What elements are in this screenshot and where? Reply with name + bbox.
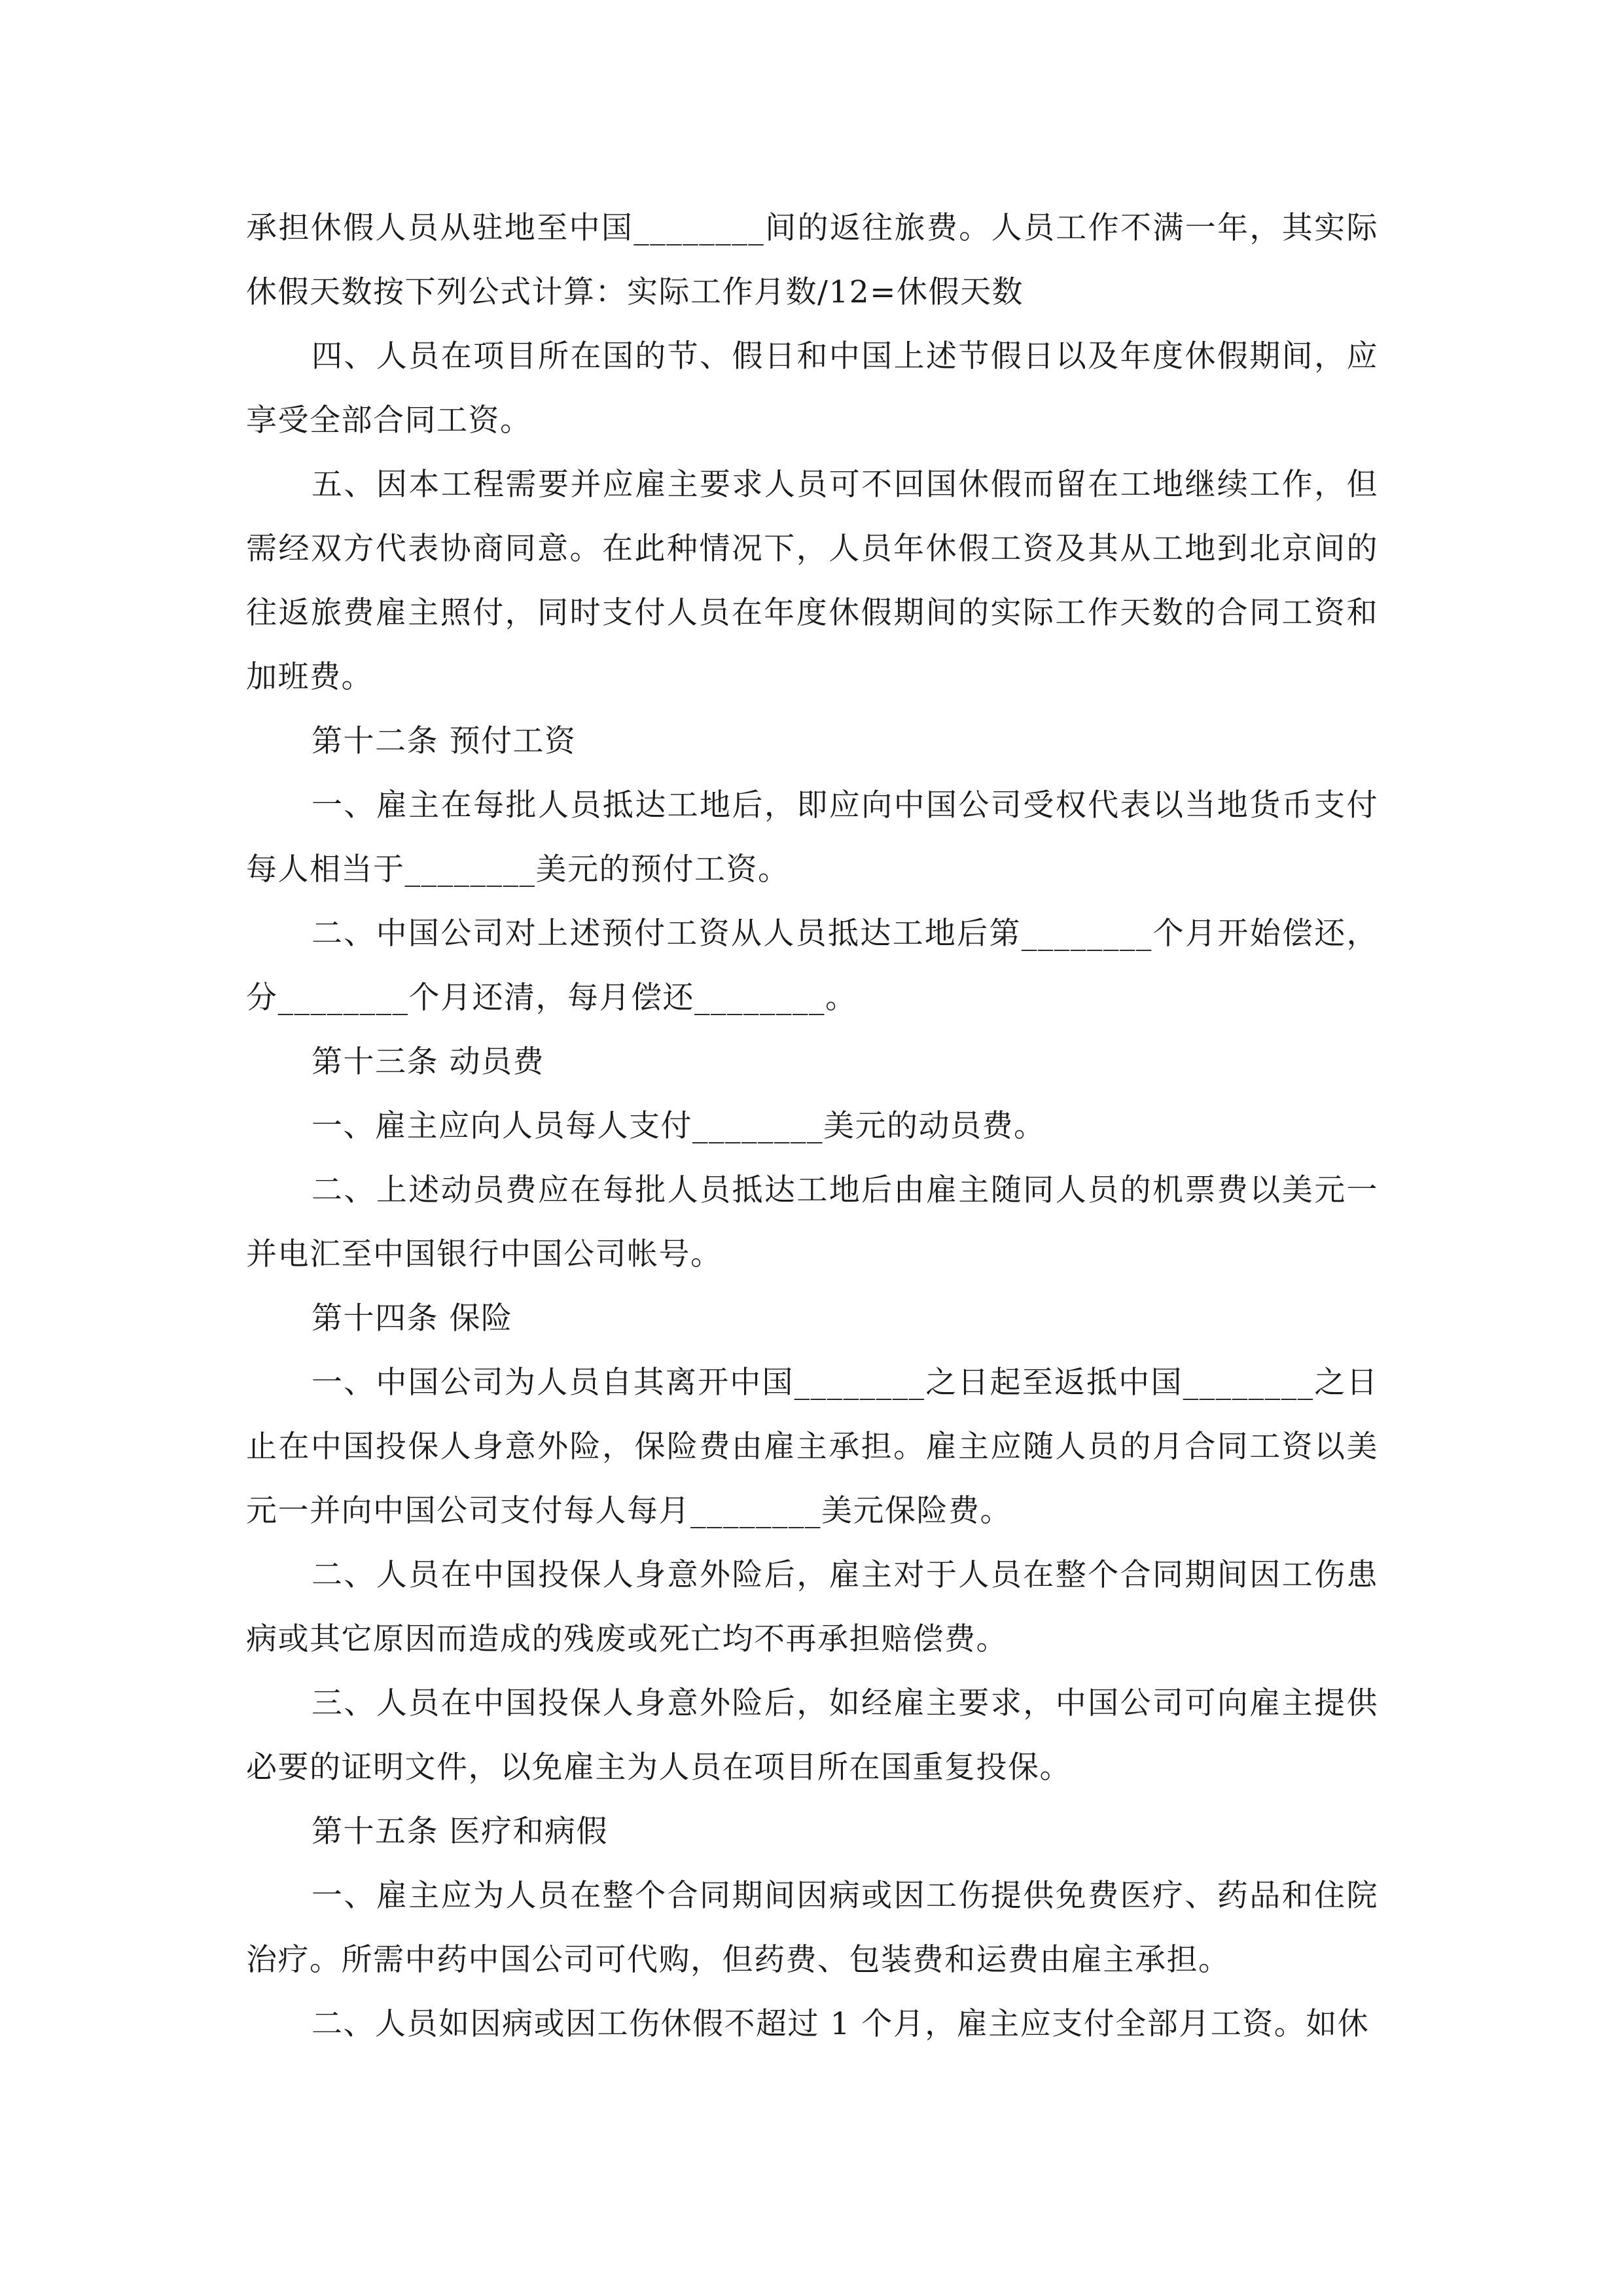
paragraph-continuation-travel-expenses: 承担休假人员从驻地至中国________间的返往旅费。人员工作不满一年，其实际休假天数按下列公式计算：实际工作月数/12=休假天数 <box>246 210 1378 310</box>
paragraph-stay-on-site: 五、因本工程需要并应雇主要求人员可不回国休假而留在工地继续工作，但需经双方代表协商同意。在此种情况下，人员年休假工资及其从工地到北京间的往返旅费雇主照付，同时支付人员在年度休假期间的实际工作天数的合同工资和加班费。 <box>246 467 1378 695</box>
paragraph-mobilization-fee: 一、雇主应向人员每人支付________美元的动员费。 <box>312 1108 1046 1144</box>
paragraph-free-medical-care: 一、雇主应为人员在整个合同期间因病或因工伤提供免费医疗、药品和住院治疗。所需中药中国公司可代购，但药费、包装费和运费由雇主承担。 <box>246 1878 1378 1978</box>
paragraph-insurance-certificate: 三、人员在中国投保人身意外险后，如经雇主要求，中国公司可向雇主提供必要的证明文件，以免雇主为人员在项目所在国重复投保。 <box>246 1685 1378 1785</box>
paragraph-no-compensation: 二、人员在中国投保人身意外险后，雇主对于人员在整个合同期间因工伤患病或其它原因而造成的残废或死亡均不再承担赔偿费。 <box>246 1557 1378 1657</box>
article-13-heading: 第十三条 动员费 <box>312 1044 544 1080</box>
paragraph-advance-wage-payment: 一、雇主在每批人员抵达工地后，即应向中国公司受权代表以当地货币支付每人相当于________美元的预付工资。 <box>246 787 1378 888</box>
paragraph-advance-wage-repayment: 二、中国公司对上述预付工资从人员抵达工地后第________个月开始偿还，分________个月还清，每月偿还________。 <box>246 916 1378 1016</box>
article-15-heading: 第十五条 医疗和病假 <box>312 1814 608 1850</box>
paragraph-mobilization-fee-transfer: 二、上述动员费应在每批人员抵达工地后由雇主随同人员的机票费以美元一并电汇至中国银行中国公司帐号。 <box>246 1172 1378 1272</box>
paragraph-holiday-wages: 四、人员在项目所在国的节、假日和中国上述节假日以及年度休假期间，应享受全部合同工资。 <box>246 338 1378 439</box>
article-12-heading: 第十二条 预付工资 <box>312 723 577 759</box>
paragraph-sick-leave-wages: 二、人员如因病或因工伤休假不超过 1 个月，雇主应支付全部月工资。如休 <box>312 2006 1370 2042</box>
paragraph-accident-insurance: 一、中国公司为人员自其离开中国________之日起至返抵中国________之日止在中国投保人身意外险，保险费由雇主承担。雇主应随人员的月合同工资以美元一并向中国公司支付每人每月________美元保险费。 <box>246 1365 1378 1529</box>
document-body <box>246 196 1378 2056</box>
article-14-heading: 第十四条 保险 <box>312 1300 513 1336</box>
